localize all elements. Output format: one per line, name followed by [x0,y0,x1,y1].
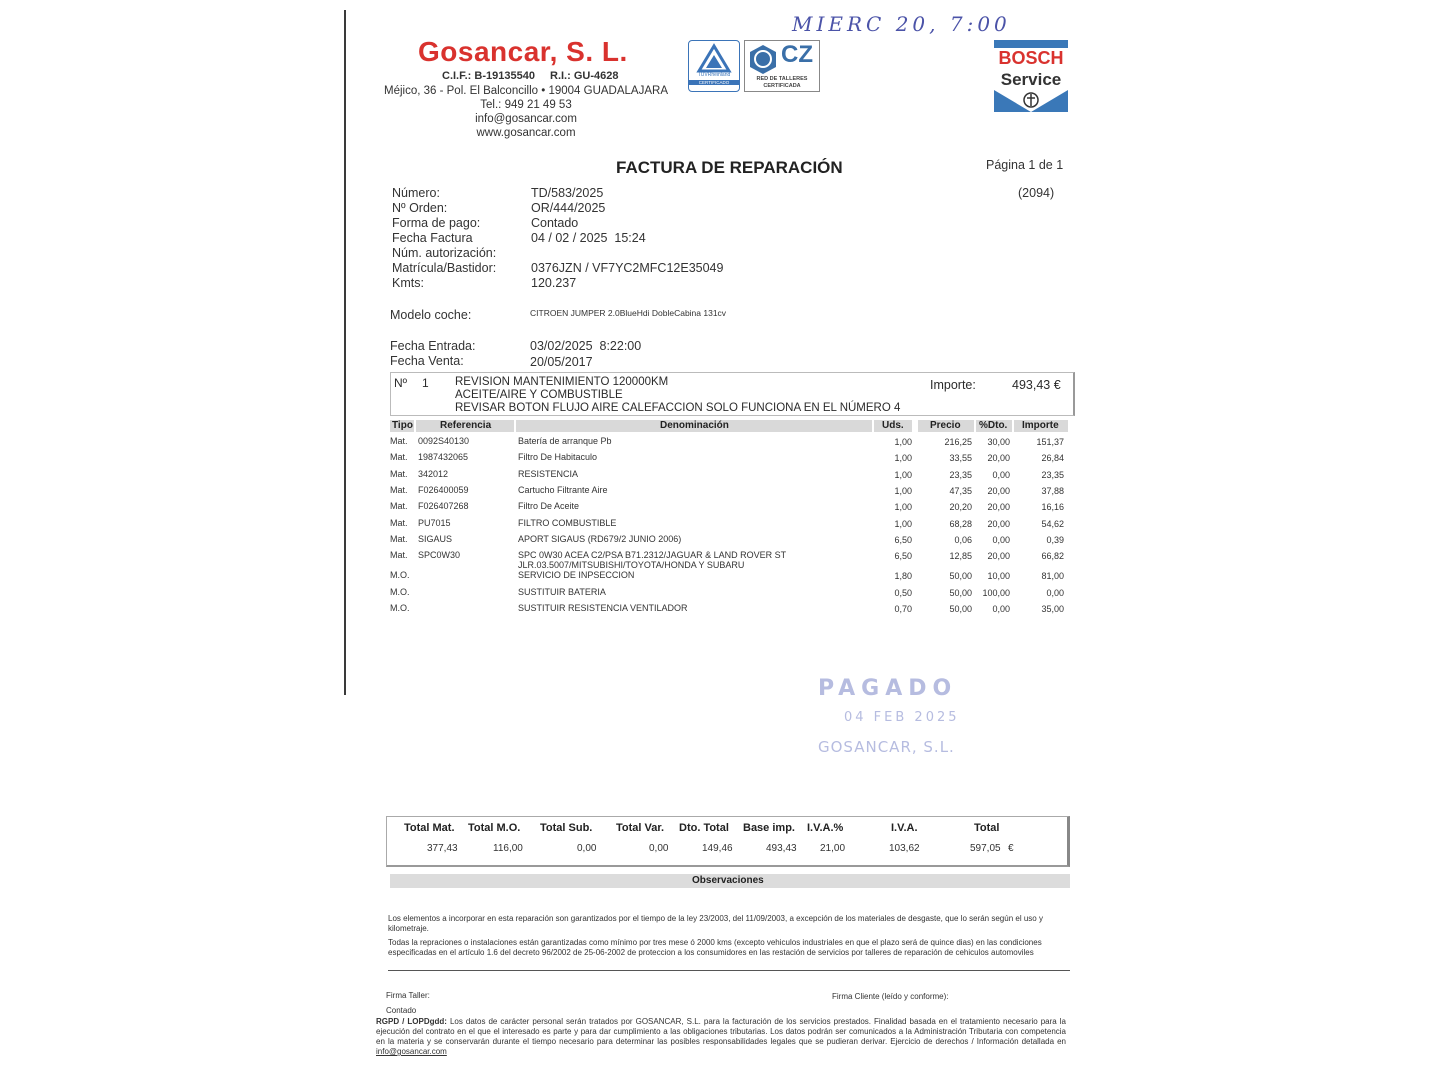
cell-importe: 54,62 [1041,518,1064,529]
totals-value-total: 597,05 [970,843,1001,854]
cell-uds: 1,00 [894,437,912,447]
cell-importe: 35,00 [1041,604,1064,614]
field-matricula-value: 0376JZN / VF7YC2MFC12E35049 [531,261,724,275]
cell-dto: 20,00 [987,551,1010,562]
col-header-importe: Importe [1022,420,1059,431]
cell-ref: SIGAUS [418,533,453,544]
col-header-referencia: Referencia [440,420,492,431]
totals-header-total: Total [974,822,1000,834]
cell-ref: PU7015 [418,517,451,528]
totals-value-iva: 103,62 [889,843,920,854]
cell-precio: 20,20 [949,502,972,513]
col-header-tipo: Tipo [392,420,413,431]
cell-dto: 0,00 [992,604,1010,614]
model-label: Modelo coche: [390,308,472,322]
page-number: Página 1 de 1 [986,158,1064,172]
cell-importe: 0,00 [1046,587,1064,598]
order-line-2: ACEITE/AIRE Y COMBUSTIBLE [455,389,623,401]
company-web: www.gosancar.com [476,127,576,139]
field-matricula-label: Matrícula/Bastidor: [392,261,497,275]
observaciones-p1: Los elementos a incorporar en esta reparación son garantizados por el tiempo de la ley 23/2003, del 11/09/2003, a excepción de los materiales de desgaste, que lo serán según el uso y kilometraje. [388,914,1043,933]
field-kmts-label: Kmts: [392,276,424,290]
field-numero-label: Número: [392,186,440,200]
col-header-dto: %Dto. [979,420,1008,431]
cell-dto: 20,00 [987,518,1010,529]
model-value: CITROEN JUMPER 2.0BlueHdi DobleCabina 131cv [530,308,727,318]
observaciones-p2: Todas la repraciones o instalaciones están garantizadas como mínimo por tres mese ó 2000 kms (excepto vehiculos industriales en que el plazo será de quince dias) en las condiciones especificadas en el artículo 1.6 del decreto 96/2002 de 25-06-2002 de proteccion a los consumidores en las restación de servicios por talleres de reparación de cehiculos automoviles [388,938,1042,957]
cell-den-continued: JLR.03.5007/MITSUBISHI/TOYOTA/HONDA Y SUBARU [518,560,745,571]
stamp-paid: PAGADO [818,676,958,701]
stamp-date: 04 FEB 2025 [844,710,960,725]
bosch-service-logo [994,40,1068,112]
cell-uds: 6,50 [894,551,912,562]
cell-importe: 26,84 [1041,453,1064,464]
cell-tipo: Mat. [390,501,408,512]
cell-precio: 68,28 [949,518,972,529]
cell-uds: 0,50 [894,587,912,598]
totals-header-sub: Total Sub. [540,822,593,834]
cell-ref: 0092S40130 [418,436,470,446]
rgpd-text: Los datos de carácter personal serán tratados por GOSANCAR, S.L. para la facturación de los servicios prestados. Finalidad basada en el tratamiento necesario para la ejecución del contrato en el que el interesado es parte y para dar cumplimiento a las obligaciones tributarias. Los datos podrán ser comunicados a la Administración Tributaria con competencia en la materia y se conservarán durante el tiempo necesario para determinar las posibles responsabilidades legales que se pudieran derivar. Ejercicio de derechos / Información detallada en [376,1017,1066,1046]
field-fecha-factura-label: Fecha Factura [392,231,473,245]
cell-tipo: Mat. [390,550,408,561]
cell-precio: 50,00 [949,604,972,614]
cell-uds: 6,50 [894,534,912,545]
cell-tipo: Mat. [390,484,408,495]
scan-edge-line [344,10,346,695]
cell-tipo: Mat. [390,517,408,528]
totals-value-sub: 0,00 [577,843,597,854]
totals-header-dto: Dto. Total [679,822,729,834]
col-header-denominacion: Denominación [660,420,729,431]
field-orden-value: OR/444/2025 [531,201,606,215]
order-line-3: REVISAR BOTON FLUJO AIRE CALEFACCION SOLO FUNCIONA EN EL NÚMERO 4 [455,402,901,414]
company-email: info@gosancar.com [475,113,577,125]
field-orden-label: Nº Orden: [392,201,448,215]
fecha-venta-label: Fecha Venta: [390,354,464,368]
totals-value-mo: 116,00 [493,843,523,854]
cell-den: SUSTITUIR RESISTENCIA VENTILADOR [518,603,688,613]
firma-cliente-label: Firma Cliente (leído y conforme): [832,992,949,1001]
cell-uds: 1,00 [894,485,912,496]
cell-tipo: Mat. [390,436,408,446]
field-numero-value: TD/583/2025 [531,186,604,200]
totals-header-var: Total Var. [616,822,665,834]
fecha-venta-value: 20/05/2017 [530,355,593,369]
totals-value-dto: 149,46 [702,843,733,854]
rgpd-label: RGPD / LOPDgdd: [376,1017,447,1026]
company-cif: C.I.F.: B-19135540 [442,70,535,82]
cell-den: Filtro De Aceite [518,501,580,512]
cz-label: CZ [781,41,813,68]
tuv-sublabel: CERTIFICADO [689,80,739,85]
totals-header-iva: I.V.A. [891,822,918,834]
cell-tipo: M.O. [390,570,410,581]
cell-dto: 20,00 [987,502,1010,513]
cell-ref: SPC0W30 [418,550,461,561]
handwritten-note: MIERC 20, 7:00 [792,12,1011,36]
cz-network-logo [744,40,820,92]
cell-precio: 216,25 [944,437,972,447]
cell-uds: 1,00 [894,469,912,480]
cell-precio: 33,55 [949,453,972,464]
cell-tipo: Mat. [390,468,408,479]
rgpd-email-link[interactable]: info@gosancar.com [376,1047,447,1056]
order-importe-value: 493,43 € [1012,378,1061,392]
document-code: (2094) [1018,186,1055,200]
observaciones-title: Observaciones [692,875,764,886]
cell-den: SERVICIO DE INPSECCION [518,570,635,581]
cell-precio: 50,00 [949,587,972,598]
cell-tipo: M.O. [390,586,410,597]
field-fecha-factura-value: 04 / 02 / 2025 15:24 [531,231,646,245]
fecha-entrada-label: Fecha Entrada: [390,339,476,353]
company-ri: R.I.: GU-4628 [550,70,619,82]
field-pago-label: Forma de pago: [392,216,481,230]
totals-header-mo: Total M.O. [468,822,521,834]
cell-den: SUSTITUIR BATERIA [518,586,606,597]
company-name: Gosancar, S. L. [418,36,628,67]
fecha-entrada-value: 03/02/2025 8:22:00 [530,339,642,353]
cell-dto: 20,00 [987,453,1010,464]
order-n-label: Nº [394,376,408,390]
cell-den: APORT SIGAUS (RD679/2 JUNIO 2006) [518,533,682,544]
cell-dto: 30,00 [987,437,1010,447]
cell-precio: 23,35 [949,469,972,480]
company-address: Méjico, 36 - Pol. El Balconcillo • 19004 GUADALAJARA [384,85,668,97]
firma-taller-label: Firma Taller: [386,991,430,1000]
field-autorizacion-label: Núm. autorización: [392,246,497,260]
cz-sub1: RED DE TALLERES [756,76,808,82]
cell-importe: 16,16 [1041,502,1064,513]
cell-uds: 1,00 [894,502,912,513]
cell-dto: 20,00 [987,485,1010,496]
totals-header-base: Base imp. [743,822,795,834]
cell-precio: 12,85 [949,551,972,562]
cell-importe: 151,37 [1036,437,1064,447]
cell-precio: 50,00 [949,571,972,582]
footer-contado: Contado [386,1006,417,1015]
cell-dto: 0,00 [992,534,1010,545]
cell-dto: 10,00 [987,571,1010,582]
cell-dto: 100,00 [982,587,1010,598]
cell-den: FILTRO COMBUSTIBLE [518,517,617,528]
cell-uds: 1,00 [894,518,912,529]
field-pago-value: Contado [531,216,579,230]
cell-tipo: Mat. [390,452,408,463]
col-header-uds: Uds. [882,420,904,431]
observaciones-divider [388,970,1070,971]
totals-header-mat: Total Mat. [404,822,455,834]
bosch-service-label: Service [1000,70,1062,89]
cell-uds: 1,00 [894,453,912,464]
order-n-value: 1 [422,376,429,390]
company-phone: Tel.: 949 21 49 53 [480,99,572,111]
cell-uds: 0,70 [894,604,912,614]
stamp-company: GOSANCAR, S.L. [818,738,955,756]
cell-uds: 1,80 [894,571,912,582]
order-line-1: REVISION MANTENIMIENTO 120000KM [455,376,669,388]
cell-den: Filtro De Habitaculo [518,452,598,463]
cell-importe: 66,82 [1041,551,1064,562]
document-title: FACTURA DE REPARACIÓN [616,158,843,177]
cell-precio: 47,35 [949,485,972,496]
cell-den: Batería de arranque Pb [518,436,612,446]
cell-ref: 1987432065 [418,452,469,463]
field-kmts-value: 120.237 [531,276,577,290]
cell-ref: F026407268 [418,501,469,512]
cell-dto: 0,00 [992,469,1010,480]
totals-value-var: 0,00 [649,843,669,854]
cell-importe: 0,39 [1046,534,1064,545]
cell-tipo: M.O. [390,603,410,613]
rgpd-notice [376,1017,1066,1057]
cell-ref: F026400059 [418,484,469,495]
cell-precio: 0,06 [954,534,972,545]
cell-den: SPC 0W30 ACEA C2/PSA B71.2312/JAGUAR & LAND ROVER ST [518,550,787,561]
cell-importe: 81,00 [1041,571,1064,582]
order-importe-label: Importe: [930,378,976,392]
totals-value-mat: 377,43 [427,843,458,854]
tuv-certification-logo [688,40,740,92]
cell-ref: 342012 [418,468,449,479]
totals-header-iva-pct: I.V.A.% [807,822,844,834]
bosch-label: BOSCH [998,48,1064,68]
cz-sub2: CERTIFICADA [763,83,801,89]
totals-currency: € [1008,843,1014,854]
cell-den: Cartucho Filtrante Aire [518,484,608,495]
cell-den: RESISTENCIA [518,468,579,479]
cell-importe: 23,35 [1041,469,1064,480]
cell-importe: 37,88 [1041,485,1064,496]
tuv-label: TÜVRheinland [697,72,731,78]
totals-value-base: 493,43 [766,843,797,854]
totals-value-iva-pct: 21,00 [820,843,846,854]
col-header-precio: Precio [930,420,961,431]
cz-seal-icon [747,43,779,77]
cell-tipo: Mat. [390,533,408,544]
